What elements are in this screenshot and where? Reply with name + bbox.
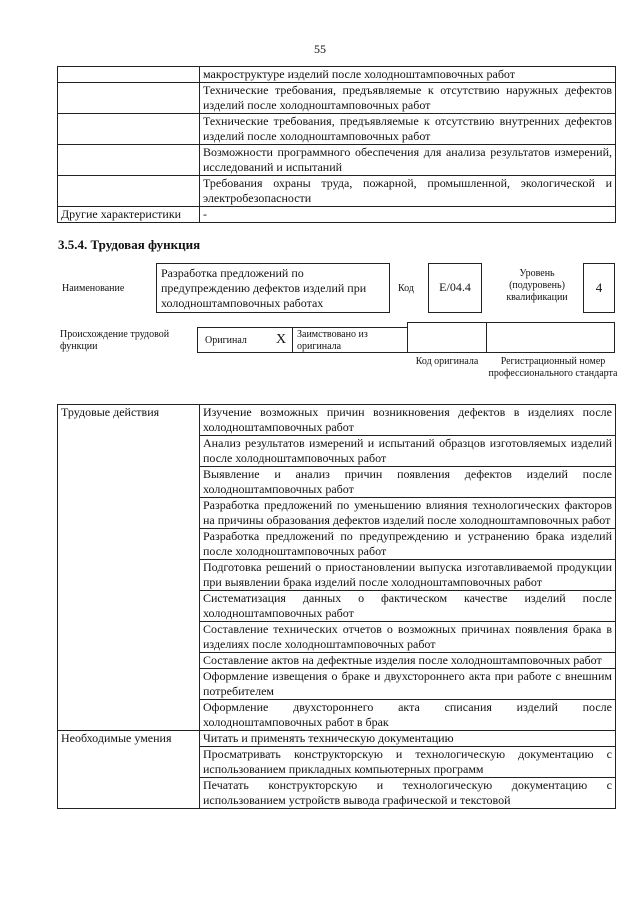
table-row <box>58 405 616 436</box>
actions-label: Трудовые действия <box>58 405 200 731</box>
list-item: Подготовка решений о приостановлении выпуска изготавливаемой продукции при выявлении брака изделий после холодноштамповочных работ <box>200 560 616 591</box>
origin-code-cell <box>407 322 487 353</box>
list-item: Просматривать конструкторскую и технологическую документацию с использованием прикладных компьютерных программ <box>200 747 616 778</box>
list-item: Разработка предложений по уменьшению влияния технологических факторов на причины образования дефектов изделий после холодноштамповочных работ <box>200 498 616 529</box>
table-row <box>58 83 616 114</box>
origin-borrowed-cell <box>292 327 408 353</box>
row-value: - <box>200 207 616 223</box>
name-label: Наименование <box>62 283 125 294</box>
page-number: 55 <box>314 42 326 56</box>
code-original-caption: Код оригинала <box>415 356 479 367</box>
row-value: Технические требования, предъявляемые к отсутствию внутренних дефектов изделий после холодноштамповочных работ <box>200 114 616 145</box>
row-value: Технические требования, предъявляемые к отсутствию наружных дефектов изделий после холодноштамповочных работ <box>200 83 616 114</box>
row-label <box>58 83 200 114</box>
row-value: Требования охраны труда, пожарной, промышленной, экологической и электробезопасности <box>200 176 616 207</box>
code-value: E/04.4 <box>439 280 471 294</box>
code-value-box <box>428 263 482 313</box>
list-item: Печатать конструкторскую и технологическую документацию с использованием устройств вывода графической и текстовой <box>200 778 616 809</box>
original-mark: X <box>276 332 287 347</box>
list-item: Составление актов на дефектные изделия после холодноштамповочных работ <box>200 653 616 669</box>
table-row <box>58 731 616 747</box>
top-knowledge-table <box>57 66 616 223</box>
level-value-box <box>583 263 615 313</box>
original-label: Оригинал <box>205 335 247 346</box>
list-item: Анализ результатов измерений и испытаний образцов изготовляемых изделий после холодноштамповочных работ <box>200 436 616 467</box>
list-item: Читать и применять техническую документацию <box>200 731 616 747</box>
list-item: Оформление извещения о браке и двухстороннего акта при работе с внешним потребителем <box>200 669 616 700</box>
row-label: Другие характеристики <box>58 207 200 223</box>
row-label <box>58 176 200 207</box>
table-row <box>58 176 616 207</box>
table-row <box>58 145 616 176</box>
origin-label: Происхождение трудовой функции <box>60 329 170 352</box>
list-item: Разработка предложений по предупреждению и устранению брака изделий после холодноштамповочных работ <box>200 529 616 560</box>
list-item: Изучение возможных причин возникновения дефектов в изделиях после холодноштамповочных работ <box>200 405 616 436</box>
code-label: Код <box>398 283 414 294</box>
borrowed-label: Заимствовано из оригинала <box>297 329 368 352</box>
origin-original-cell <box>197 327 293 353</box>
row-label <box>58 114 200 145</box>
row-label <box>58 145 200 176</box>
section-title: 3.5.4. Трудовая функция <box>58 237 201 252</box>
row-value: Возможности программного обеспечения для анализа результатов измерений, исследований и испытаний <box>200 145 616 176</box>
table-row <box>58 67 616 83</box>
reg-number-caption: Регистрационный номер профессионального стандарта <box>488 356 618 379</box>
level-value: 4 <box>595 280 603 295</box>
name-value: Разработка предложений по предупреждению дефектов изделий при холодноштамповочных работах <box>161 266 367 310</box>
list-item: Выявление и анализ причин появления дефектов изделий после холодноштамповочных работ <box>200 467 616 498</box>
list-item: Оформление двухстороннего акта списания изделий после холодноштамповочных работ в брак <box>200 700 616 731</box>
list-item: Систематизация данных о фактическом качестве изделий после холодноштамповочных работ <box>200 591 616 622</box>
page-bottom-margin <box>0 870 640 905</box>
labor-function-table <box>57 404 616 809</box>
skills-label: Необходимые умения <box>58 731 200 809</box>
list-item: Составление технических отчетов о возможных причинах появления брака в изделиях после холодноштамповочных работ <box>200 622 616 653</box>
level-label: Уровень (подуровень) квалификации <box>506 268 568 303</box>
table-row <box>58 207 616 223</box>
origin-reg-cell <box>486 322 615 353</box>
row-label <box>58 67 200 83</box>
table-row <box>58 114 616 145</box>
name-value-box <box>156 263 390 313</box>
row-value: макроструктуре изделий после холодноштамповочных работ <box>200 67 616 83</box>
